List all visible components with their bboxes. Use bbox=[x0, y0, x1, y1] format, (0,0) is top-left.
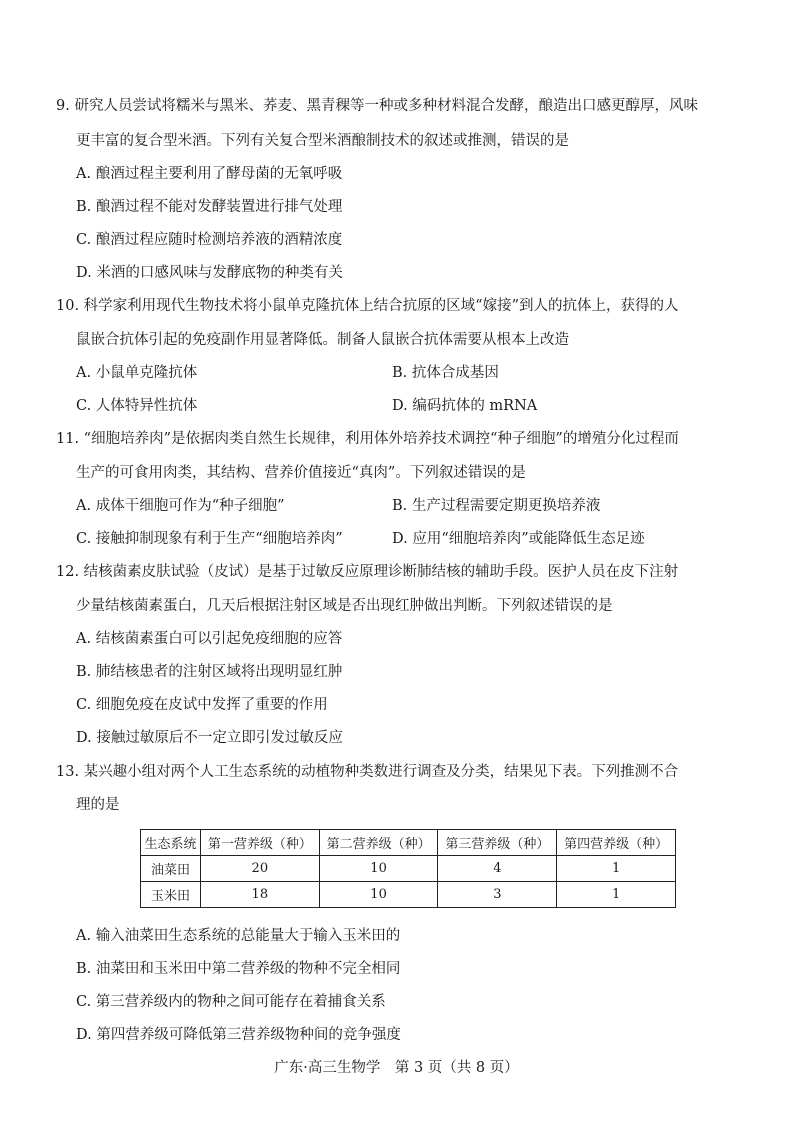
q13-option-c: C. 第三营养级内的物种之间可能存在着捕食关系 bbox=[76, 994, 386, 1010]
table-cell: 10 bbox=[319, 856, 438, 882]
q10-option-c: C. 人体特异性抗体 bbox=[76, 398, 198, 414]
table-cell: 4 bbox=[438, 856, 557, 882]
table-cell: 18 bbox=[200, 882, 319, 908]
table-header-row bbox=[141, 830, 676, 856]
q11-option-c: C. 接触抑制现象有利于生产“细胞培养肉” bbox=[76, 531, 343, 547]
table-cell: 10 bbox=[319, 882, 438, 908]
q11-stem-line2: 生产的可食用肉类，其结构、营养价值接近“真肉”。下列叙述错误的是 bbox=[76, 465, 526, 481]
q11-option-b: B. 生产过程需要定期更换培养液 bbox=[392, 498, 601, 514]
q10-stem-line1: 10. 科学家利用现代生物技术将小鼠单克隆抗体上结合抗原的区域“嫁接”到人的抗体上，获得的人 bbox=[56, 298, 679, 314]
q13-option-a: A. 输入油菜田生态系统的总能量大于输入玉米田的 bbox=[76, 928, 401, 944]
q9-stem-line2: 更丰富的复合型米酒。下列有关复合型米酒酿制技术的叙述或推测，错误的是 bbox=[76, 133, 569, 149]
q13-stem-line1: 13. 某兴趣小组对两个人工生态系统的动植物种类数进行调查及分类，结果见下表。下列推测不合 bbox=[56, 764, 679, 780]
q12-option-d: D. 接触过敏原后不一定立即引发过敏反应 bbox=[76, 730, 343, 746]
table-cell: 1 bbox=[557, 856, 676, 882]
table-header-cell: 第二营养级（种） bbox=[319, 830, 438, 856]
table-header-cell: 生态系统 bbox=[141, 830, 201, 856]
q13-option-d: D. 第四营养级可降低第三营养级物种间的竞争强度 bbox=[76, 1027, 401, 1043]
table-header-cell: 第一营养级（种） bbox=[200, 830, 319, 856]
table-cell: 20 bbox=[200, 856, 319, 882]
q9-option-d: D. 米酒的口感风味与发酵底物的种类有关 bbox=[76, 265, 343, 281]
q12-option-b: B. 肺结核患者的注射区域将出现明显红肿 bbox=[76, 664, 343, 680]
table-row bbox=[141, 856, 676, 882]
table-header-cell: 第三营养级（种） bbox=[438, 830, 557, 856]
table-cell: 玉米田 bbox=[141, 882, 201, 908]
q9-option-b: B. 酿酒过程不能对发酵装置进行排气处理 bbox=[76, 199, 343, 215]
q10-option-d: D. 编码抗体的 mRNA bbox=[392, 398, 538, 414]
q11-stem-line1: 11. “细胞培养肉”是依据肉类自然生长规律，利用体外培养技术调控“种子细胞”的增殖分化过程而 bbox=[56, 431, 679, 447]
q9-option-a: A. 酿酒过程主要利用了酵母菌的无氧呼吸 bbox=[76, 166, 343, 182]
table-cell: 3 bbox=[438, 882, 557, 908]
q11-option-a: A. 成体干细胞可作为“种子细胞” bbox=[76, 498, 285, 514]
q12-stem-line2: 少量结核菌素蛋白，几天后根据注射区域是否出现红肿做出判断。下列叙述错误的是 bbox=[76, 598, 613, 614]
q13-stem-line2: 理的是 bbox=[76, 797, 120, 813]
q9-option-c: C. 酿酒过程应随时检测培养液的酒精浓度 bbox=[76, 232, 343, 248]
page-footer: 广东·高三生物学 第 3 页（共 8 页） bbox=[274, 1060, 519, 1076]
q10-option-a: A. 小鼠单克隆抗体 bbox=[76, 365, 198, 381]
q12-option-a: A. 结核菌素蛋白可以引起免疫细胞的应答 bbox=[76, 631, 343, 647]
table-cell: 油菜田 bbox=[141, 856, 201, 882]
table-header-cell: 第四营养级（种） bbox=[557, 830, 676, 856]
q13-option-b: B. 油菜田和玉米田中第二营养级的物种不完全相同 bbox=[76, 961, 401, 977]
q12-option-c: C. 细胞免疫在皮试中发挥了重要的作用 bbox=[76, 697, 328, 713]
species-table bbox=[140, 829, 676, 908]
q12-stem-line1: 12. 结核菌素皮肤试验（皮试）是基于过敏反应原理诊断肺结核的辅助手段。医护人员在皮下注射 bbox=[56, 564, 679, 580]
q9-stem-line1: 9. 研究人员尝试将糯米与黑米、荞麦、黑青稞等一种或多种材料混合发酵，酿造出口感更醇厚，风味 bbox=[56, 98, 698, 114]
q11-option-d: D. 应用“细胞培养肉”或能降低生态足迹 bbox=[392, 531, 645, 547]
q10-stem-line2: 鼠嵌合抗体引起的免疫副作用显著降低。制备人鼠嵌合抗体需要从根本上改造 bbox=[76, 332, 569, 348]
table-row bbox=[141, 882, 676, 908]
q10-option-b: B. 抗体合成基因 bbox=[392, 365, 499, 381]
table-cell: 1 bbox=[557, 882, 676, 908]
